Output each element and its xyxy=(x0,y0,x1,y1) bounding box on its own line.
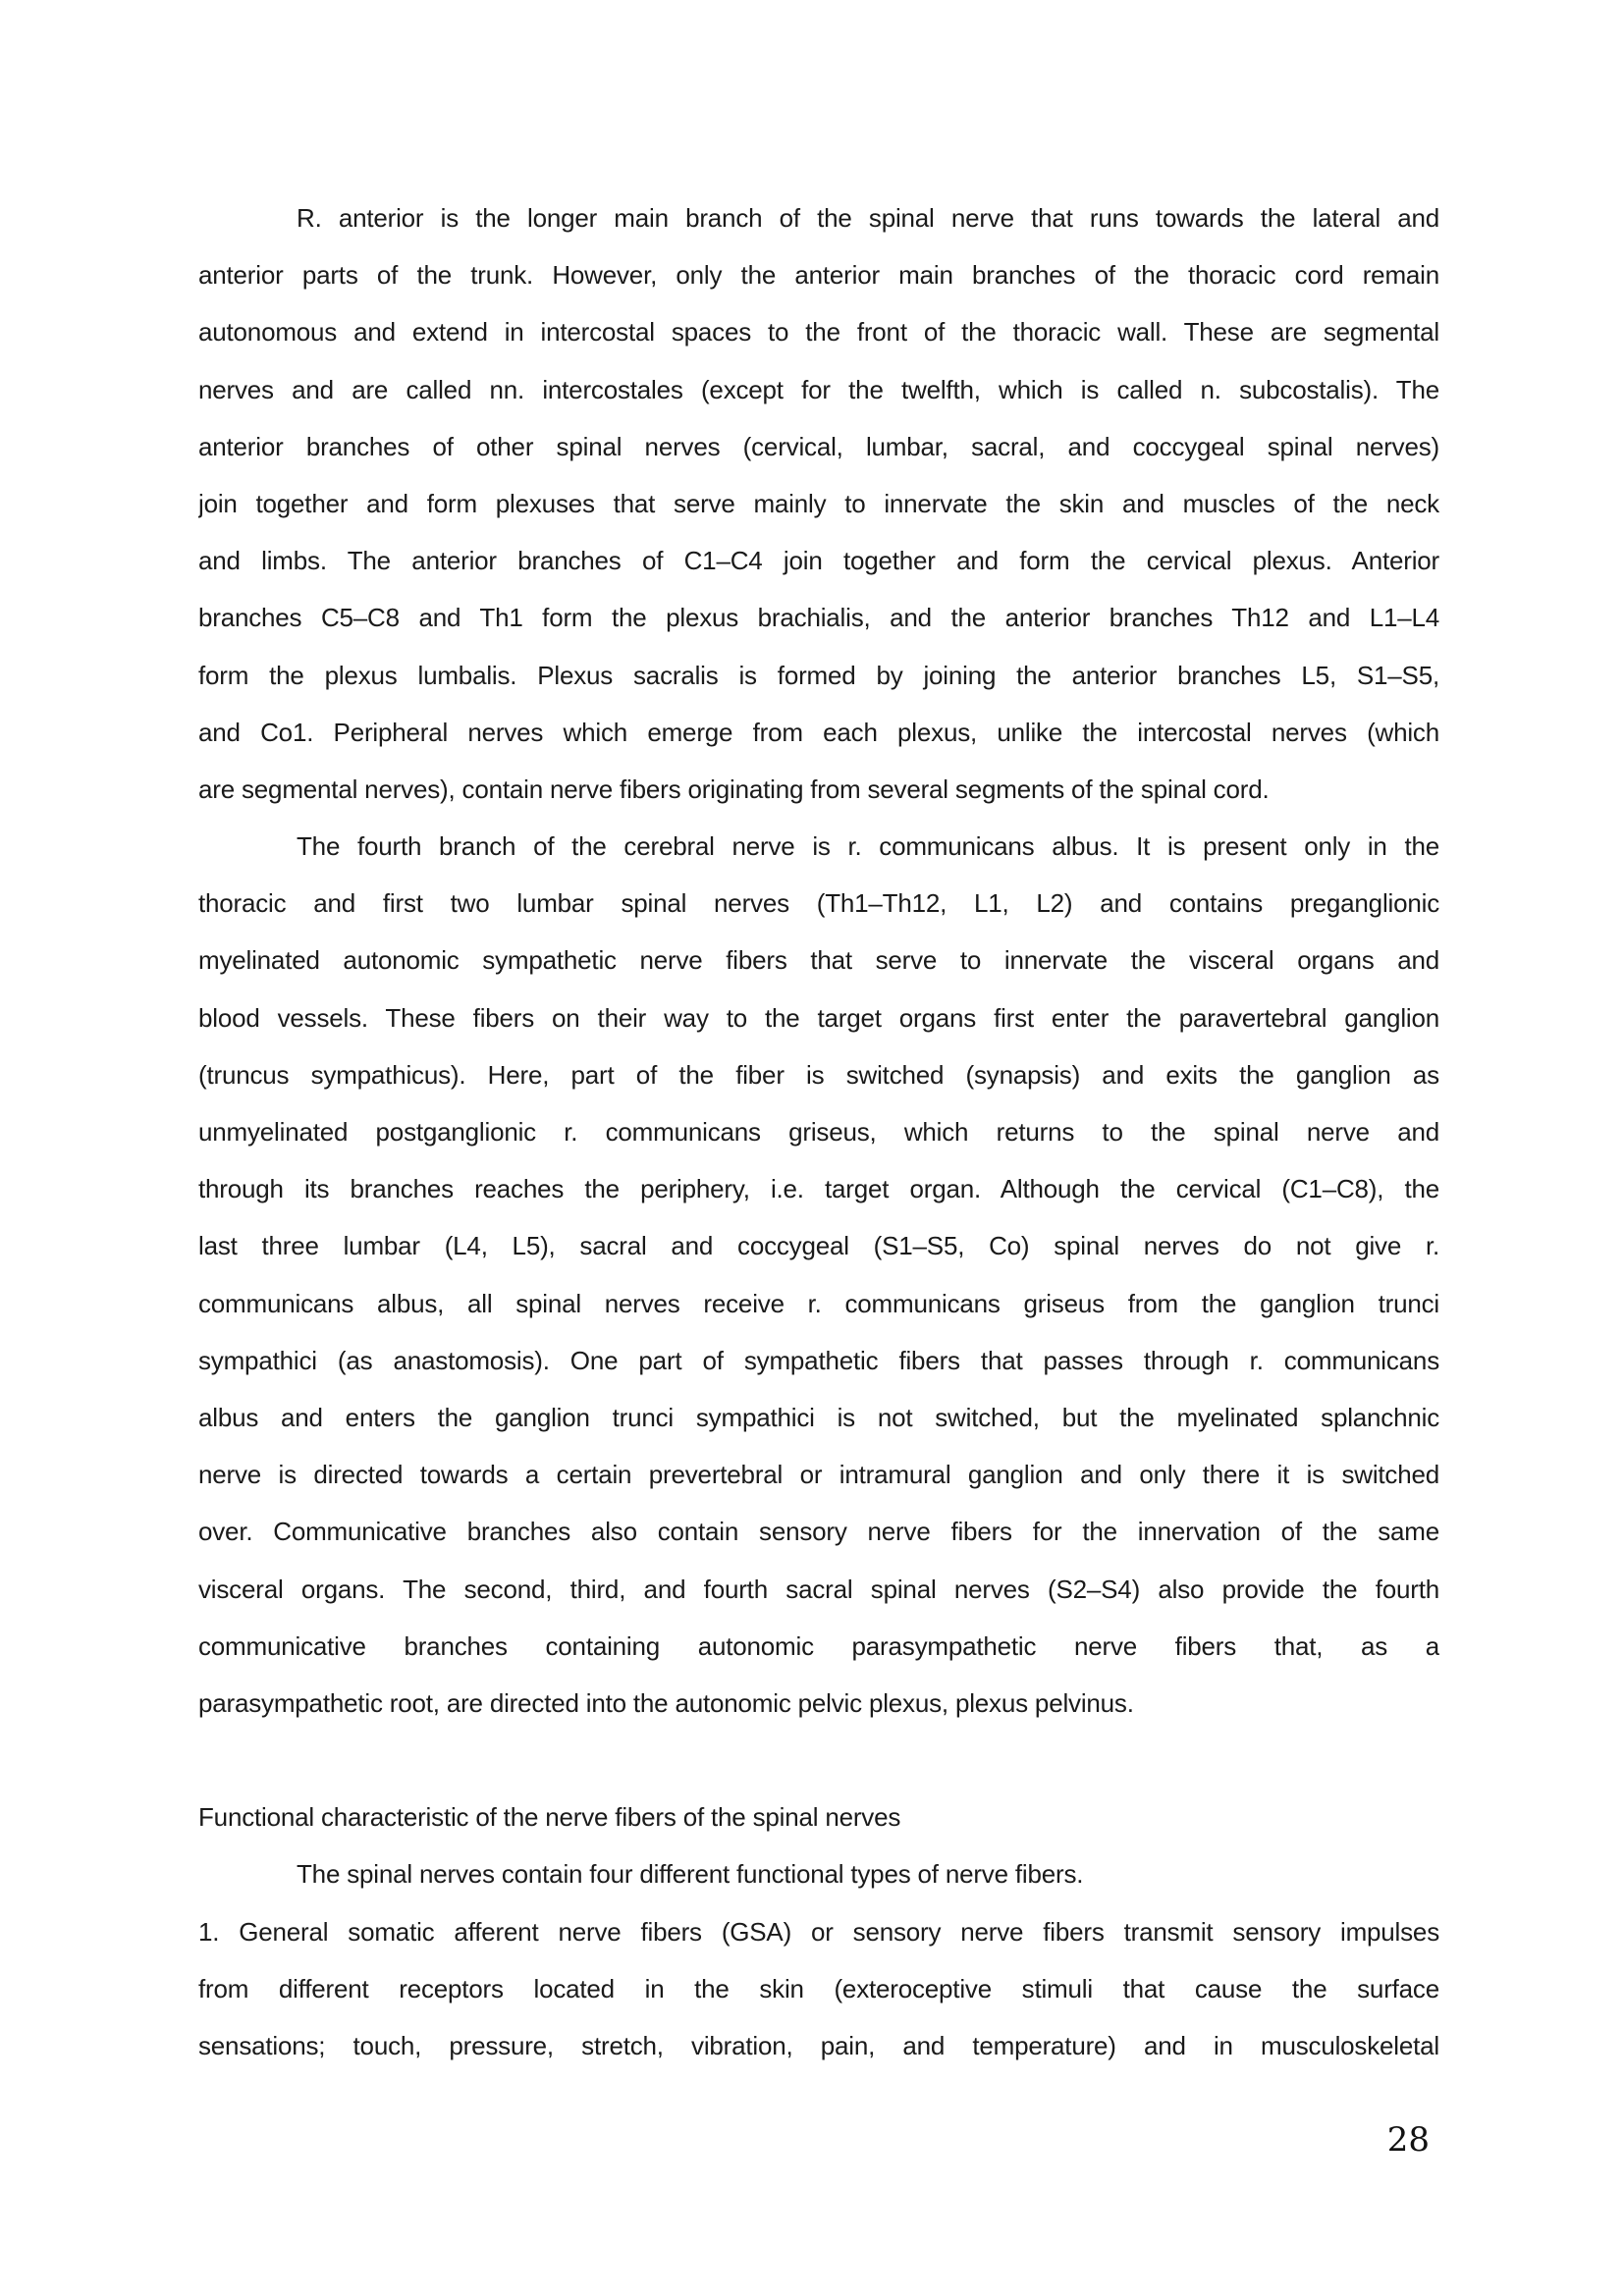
text-line: form the plexus lumbalis. Plexus sacralis is formed by joining the anterior branches L5, S1–S5, xyxy=(198,660,1439,690)
text-line: from different receptors located in the skin (exteroceptive stimuli that cause the surface xyxy=(198,1973,1439,2003)
text-line: parasympathetic root, are directed into the autonomic pelvic plexus, plexus pelvinus. xyxy=(198,1687,1134,1718)
text-line: autonomous and extend in intercostal spaces to the front of the thoracic wall. These are segmental xyxy=(198,317,1439,347)
text-line: nerve is directed towards a certain prevertebral or intramural ganglion and only there it is switched xyxy=(198,1460,1439,1490)
text-line: branches C5–C8 and Th1 form the plexus brachialis, and the anterior branches Th12 and L1–L4 xyxy=(198,603,1439,633)
list-item-gsa xyxy=(198,1903,1439,2075)
text-line: anterior parts of the trunk. However, only the anterior main branches of the thoracic cord remain xyxy=(198,260,1439,291)
text-line: nerves and are called nn. intercostales (except for the twelfth, which is called n. subcostalis). The xyxy=(198,374,1439,404)
section-heading: Functional characteristic of the nerve fibers of the spinal nerves xyxy=(198,1802,901,1833)
text-line: join together and form plexuses that serve mainly to innervate the skin and muscles of the neck xyxy=(198,488,1439,518)
text-line: blood vessels. These fibers on their way to the target organs first enter the paravertebral ganglion xyxy=(198,1002,1439,1033)
text-line: sensations; touch, pressure, stretch, vibration, pain, and temperature) and in musculoskeletal xyxy=(198,2031,1439,2060)
text-line: thoracic and first two lumbar spinal nerves (Th1–Th12, L1, L2) and contains preganglionic xyxy=(198,888,1439,919)
text-line: last three lumbar (L4, L5), sacral and coccygeal (S1–S5, Co) spinal nerves do not give r. xyxy=(198,1231,1439,1261)
text-line: R. anterior is the longer main branch of the spinal nerve that runs towards the lateral and xyxy=(297,203,1439,233)
intro-sentence: The spinal nerves contain four different functional types of nerve fibers. xyxy=(297,1859,1084,1890)
paragraph-anterior-branch xyxy=(198,189,1439,818)
paragraph-communicans-albus xyxy=(198,818,1439,1732)
text-line: (truncus sympathicus). Here, part of the fiber is switched (synapsis) and exits the ganglion as xyxy=(198,1059,1439,1090)
text-line: anterior branches of other spinal nerves (cervical, lumbar, sacral, and coccygeal spinal nerves) xyxy=(198,431,1439,461)
text-line: visceral organs. The second, third, and fourth sacral spinal nerves (S2–S4) also provide the fourth xyxy=(198,1574,1439,1604)
blank-line xyxy=(198,1732,1439,1789)
text-line: communicans albus, all spinal nerves receive r. communicans griseus from the ganglion trunci xyxy=(198,1288,1439,1318)
text-line: sympathici (as anastomosis). One part of sympathetic fibers that passes through r. communicans xyxy=(198,1345,1439,1375)
text-line: unmyelinated postganglionic r. communicans griseus, which returns to the spinal nerve and xyxy=(198,1117,1439,1147)
text-line: and limbs. The anterior branches of C1–C4 join together and form the cervical plexus. Anterior xyxy=(198,546,1439,576)
body-text xyxy=(198,189,1439,2074)
page-number: 28 xyxy=(1386,2120,1430,2160)
text-line: are segmental nerves), contain nerve fibers originating from several segments of the spinal cord. xyxy=(198,774,1270,804)
text-line: The fourth branch of the cerebral nerve is r. communicans albus. It is present only in the xyxy=(297,831,1439,862)
text-line: and Co1. Peripheral nerves which emerge from each plexus, unlike the intercostal nerves (which xyxy=(198,717,1439,747)
text-line: 1. General somatic afferent nerve fibers (GSA) or sensory nerve fibers transmit sensory impulses xyxy=(198,1916,1439,1947)
text-line: albus and enters the ganglion trunci sympathici is not switched, but the myelinated splanchnic xyxy=(198,1402,1439,1432)
text-line: over. Communicative branches also contain sensory nerve fibers for the innervation of the same xyxy=(198,1517,1439,1547)
text-line: myelinated autonomic sympathetic nerve fibers that serve to innervate the visceral organs and xyxy=(198,945,1439,976)
text-line: through its branches reaches the periphery, i.e. target organ. Although the cervical (C1–C8), the xyxy=(198,1174,1439,1204)
text-line: communicative branches containing autonomic parasympathetic nerve fibers that, as a xyxy=(198,1630,1439,1661)
